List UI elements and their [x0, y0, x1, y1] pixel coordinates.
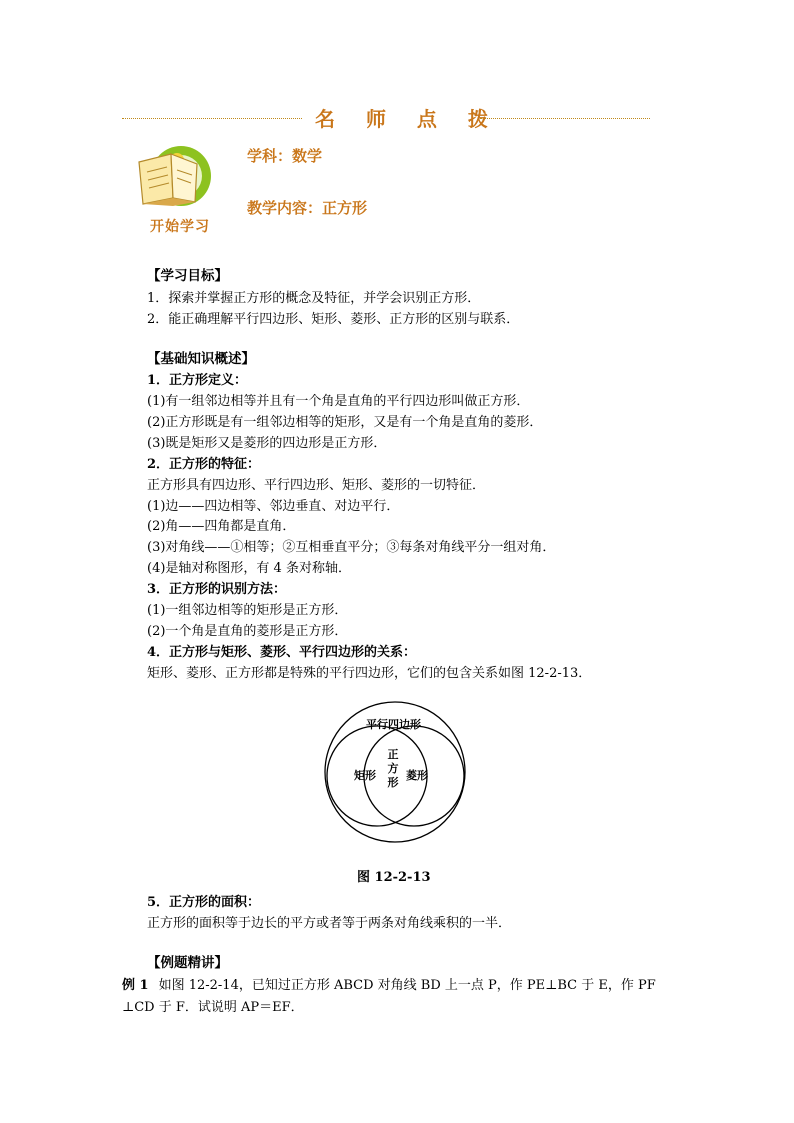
- paragraph: 矩形、菱形、正方形都是特殊的平行四边形，它们的包含关系如图 12-2-13．: [147, 666, 592, 681]
- list-item: (1)边——四边相等、邻边垂直、对边平行．: [147, 499, 400, 514]
- rhombus-label: 菱形: [406, 769, 428, 782]
- book-icon: [135, 140, 215, 218]
- objectives-heading: 【学习目标】: [147, 268, 228, 284]
- list-item: (2)正方形既是有一组邻边相等的矩形，又是有一个角是直角的菱形．: [147, 415, 543, 430]
- start-learning-label: 开始学习: [150, 219, 210, 235]
- list-item: 正方形具有四边形、平行四边形、矩形、菱形的一切特征．: [147, 478, 486, 493]
- example-line: 例 1 如图 12-2-14，已知过正方形 ABCD 对角线 BD 上一点 P，作 PE⊥BC 于 E，作 PF: [122, 978, 656, 993]
- list-item: (2)一个角是直角的菱形是正方形．: [147, 624, 348, 639]
- figure-caption: 图 12-2-13: [357, 870, 431, 885]
- section-title: 4．正方形与矩形、菱形、平行四边形的关系：: [147, 645, 417, 660]
- page-title: 名 师 点 拨: [315, 107, 500, 131]
- square-label: 正 方 形: [387, 748, 399, 789]
- header-rule-left: [122, 118, 302, 119]
- content-label: 教学内容：正方形: [247, 199, 368, 217]
- section-title: 5．正方形的面积：: [147, 895, 261, 910]
- paragraph: 正方形的面积等于边长的平方或者等于两条对角线乘积的一半．: [147, 916, 512, 931]
- subject-label: 学科：数学: [247, 147, 323, 165]
- example-label: 例 1: [122, 978, 149, 993]
- section-title: 3．正方形的识别方法：: [147, 582, 287, 597]
- rectangle-label: 矩形: [354, 769, 376, 782]
- list-item: (2)角——四角都是直角．: [147, 519, 296, 534]
- list-item: (1)一组邻边相等的矩形是正方形．: [147, 603, 348, 618]
- list-item: (3)既是矩形又是菱形的四边形是正方形．: [147, 436, 387, 451]
- example-line: ⊥CD 于 F．试说明 AP＝EF．: [122, 1000, 304, 1015]
- header-rule-right: [480, 118, 650, 119]
- basics-heading: 【基础知识概述】: [147, 351, 255, 367]
- list-item: (3)对角线——①相等；②互相垂直平分；③每条对角线平分一组对角．: [147, 540, 556, 555]
- section-title: 1．正方形定义：: [147, 373, 248, 388]
- objective-item: 1．探索并掌握正方形的概念及特征，并学会识别正方形．: [147, 291, 481, 306]
- section-title: 2．正方形的特征：: [147, 457, 261, 472]
- list-item: (1)有一组邻边相等并且有一个角是直角的平行四边形叫做正方形．: [147, 394, 530, 409]
- example-heading: 【例题精讲】: [147, 955, 228, 971]
- parallelogram-label: 平行四边形: [366, 718, 421, 731]
- list-item: (4)是轴对称图形，有 4 条对称轴．: [147, 561, 351, 576]
- objective-item: 2．能正确理解平行四边形、矩形、菱形、正方形的区别与联系．: [147, 312, 520, 327]
